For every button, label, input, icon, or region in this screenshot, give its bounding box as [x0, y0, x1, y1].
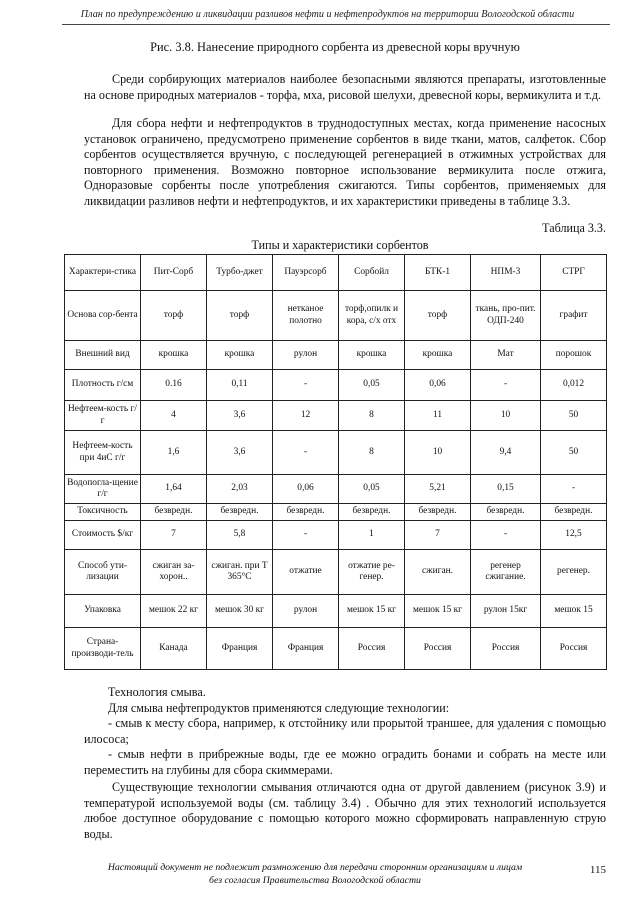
table-cell: Нефтеем-кость г/г [65, 401, 141, 431]
table-cell: безвредн. [405, 504, 471, 521]
table-cell: мешок 30 кг [207, 595, 273, 628]
table-cell: 7 [405, 521, 471, 550]
table-row [65, 431, 607, 475]
table-row [65, 291, 607, 341]
table-cell: 50 [541, 401, 607, 431]
table-cell: отжатие ре-генер. [339, 550, 405, 595]
table-cell: нетканое полотно [273, 291, 339, 341]
table-cell: Канада [141, 628, 207, 670]
table-row [65, 595, 607, 628]
table-cell: мешок 15 [541, 595, 607, 628]
footer-line-2: без согласия Правительства Вологодской области [209, 874, 421, 886]
table-cell: 3,6 [207, 431, 273, 475]
table-cell: безвредн. [339, 504, 405, 521]
table-cell: сжиган за-хорон.. [141, 550, 207, 595]
table-label: Таблица 3.3. [542, 221, 606, 235]
table-cell: Россия [471, 628, 541, 670]
table-cell: крошка [405, 341, 471, 370]
table-cell: безвредн. [273, 504, 339, 521]
table-cell: Внешний вид [65, 341, 141, 370]
figure-caption: Рис. 3.8. Нанесение природного сорбента из древесной коры вручную [150, 40, 520, 54]
table-cell: 10 [405, 431, 471, 475]
table-cell: Франция [207, 628, 273, 670]
table-cell: 0,06 [405, 370, 471, 401]
table-cell: сжиган. [405, 550, 471, 595]
section-closing: Существующие технологии смывания отличаются одна от другой давлением (рисунок 3.9) и температурой используемой воды (см. таблицу 3.4) . Обычно для этих технологий используется любое доступное оборудование с помощью которого можно сформировать направленную струю воды. [84, 780, 606, 841]
table-cell: сжиган. при Т 365°С [207, 550, 273, 595]
table-cell: 8 [339, 401, 405, 431]
table-cell: 0,06 [273, 475, 339, 504]
header-cell: СТРГ [541, 255, 607, 291]
table-cell: торф,опилк и кора, с/х отх [339, 291, 405, 341]
paragraph-2: Для сбора нефти и нефтепродуктов в труднодоступных местах, когда применение насосных установок ограничено, предусмотрено применение сорбентов в виде ткани, матов, салфеток. Сбор сорбентов осуществляется вручную, с последующей регенерацией в отжимных устройствах для повторного применения. Возможно повторное использование вермикулита после отжига, Одноразовые сорбенты после употребления сжигаются. Типы сорбентов, применяемых для ликвидации разливов нефти и нефтепродуктов, и их характеристики приведены в таблице 3.3. [84, 116, 606, 208]
table-cell: графит [541, 291, 607, 341]
section-item-2: - смыв нефти в прибрежные воды, где ее можно оградить бонами и собрать на месте или переместить на глубины для сбора скиммерами. [84, 747, 606, 777]
table-cell: рулон [273, 341, 339, 370]
table-cell: Россия [541, 628, 607, 670]
header-cell: БТК-1 [405, 255, 471, 291]
table-cell: Способ ути-лизации [65, 550, 141, 595]
table-cell: 1 [339, 521, 405, 550]
table-cell: торф [207, 291, 273, 341]
table-cell: Нефтеем-кость при 4иС г/г [65, 431, 141, 475]
table-cell: Основа сор-бента [65, 291, 141, 341]
table-cell: 0,05 [339, 475, 405, 504]
table-cell: Стоимость $/кг [65, 521, 141, 550]
table-cell: безвредн. [541, 504, 607, 521]
header-cell: НПМ-3 [471, 255, 541, 291]
table-cell: крошка [207, 341, 273, 370]
sorbents-table [64, 254, 607, 670]
table-cell: - [471, 521, 541, 550]
footer-disclaimer [60, 862, 570, 887]
table-row [65, 521, 607, 550]
table-cell: 0,11 [207, 370, 273, 401]
table-cell: крошка [141, 341, 207, 370]
table-cell: Россия [339, 628, 405, 670]
table-cell: 0,05 [339, 370, 405, 401]
table-cell: регенер сжигание. [471, 550, 541, 595]
table-row [65, 475, 607, 504]
table-cell: Токсичность [65, 504, 141, 521]
running-header: План по предупреждению и ликвидации разливов нефти и нефтепродуктов на территории Вологодской области [80, 9, 575, 20]
table-cell: - [273, 521, 339, 550]
header-cell: Сорбойл [339, 255, 405, 291]
table-cell: 0.16 [141, 370, 207, 401]
table-cell: Упаковка [65, 595, 141, 628]
table-cell: 8 [339, 431, 405, 475]
header-cell: Турбо-джет [207, 255, 273, 291]
table-cell: Франция [273, 628, 339, 670]
table-cell: - [273, 431, 339, 475]
table-cell: торф [141, 291, 207, 341]
table-cell: порошок [541, 341, 607, 370]
table-cell: 7 [141, 521, 207, 550]
table-cell: 5,8 [207, 521, 273, 550]
section-intro: Для смыва нефтепродуктов применяются следующие технологии: [108, 701, 450, 715]
table-cell: 50 [541, 431, 607, 475]
header-cell: Пит-Сорб [141, 255, 207, 291]
table-row [65, 401, 607, 431]
table-cell: Россия [405, 628, 471, 670]
table-cell: мешок 15 кг [405, 595, 471, 628]
table-cell: безвредн. [207, 504, 273, 521]
footer-line-1: Настоящий документ не подлежит размножению для передачи сторонним организациям и лицам [107, 862, 523, 873]
table-cell: 5,21 [405, 475, 471, 504]
table-cell: 2,03 [207, 475, 273, 504]
table-cell: - [471, 370, 541, 401]
table-cell: - [541, 475, 607, 504]
table-cell: 0,15 [471, 475, 541, 504]
table-cell: 4 [141, 401, 207, 431]
table-cell: отжатие [273, 550, 339, 595]
table-header-row [65, 255, 607, 291]
section-item-1: - смыв к месту сбора, например, к отстойнику или прорытой траншее, для удаления с помощью илососа; [84, 716, 606, 746]
table-cell: Плотность г/см [65, 370, 141, 401]
section-title: Технология смыва. [108, 685, 206, 699]
table-cell: - [273, 370, 339, 401]
table-cell: торф [405, 291, 471, 341]
table-cell: Мат [471, 341, 541, 370]
table-cell: 1,6 [141, 431, 207, 475]
table-cell: 11 [405, 401, 471, 431]
table-cell: безвредн. [141, 504, 207, 521]
table-cell: рулон 15кг [471, 595, 541, 628]
table-row [65, 370, 607, 401]
table-cell: Страна-производи-тель [65, 628, 141, 670]
table-cell: Водопогла-щение г/г [65, 475, 141, 504]
table-cell: 10 [471, 401, 541, 431]
table-cell: регенер. [541, 550, 607, 595]
table-title: Типы и характеристики сорбентов [251, 238, 429, 252]
table-cell: мешок 22 кг [141, 595, 207, 628]
table-cell: безвредн. [471, 504, 541, 521]
table-row [65, 550, 607, 595]
page-number: 115 [589, 864, 606, 876]
table-cell: 1,64 [141, 475, 207, 504]
table-cell: рулон [273, 595, 339, 628]
table-row [65, 341, 607, 370]
table-cell: 9,4 [471, 431, 541, 475]
header-cell: Пауэрсорб [273, 255, 339, 291]
table-cell: 12 [273, 401, 339, 431]
table-cell: ткань, про-пит. ОДП-240 [471, 291, 541, 341]
table-cell: 3,6 [207, 401, 273, 431]
table-row [65, 628, 607, 670]
table-row [65, 504, 607, 521]
paragraph-1: Среди сорбирующих материалов наиболее безопасными являются препараты, изготовленные на основе природных материалов - торфа, мха, рисовой шелухи, древесной коры, вермикулита и т.д. [84, 72, 606, 102]
header-cell: Характери-стика [65, 255, 141, 291]
table-cell: 0,012 [541, 370, 607, 401]
table-cell: крошка [339, 341, 405, 370]
table-cell: мешок 15 кг [339, 595, 405, 628]
table-cell: 12,5 [541, 521, 607, 550]
header-rule [62, 24, 610, 25]
